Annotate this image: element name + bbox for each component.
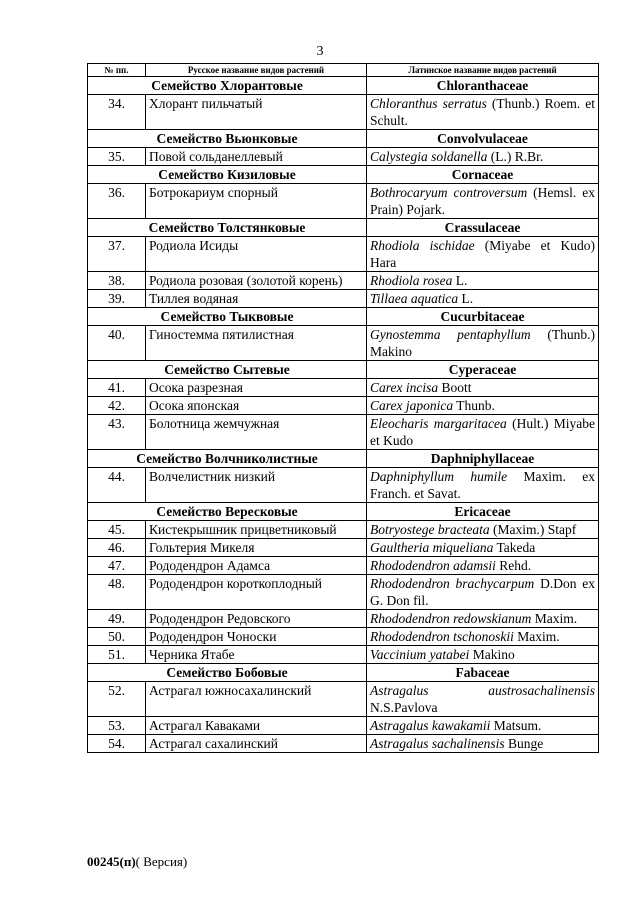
- species-number: 40.: [88, 326, 146, 361]
- species-name-russian: Ботрокариум спорный: [146, 184, 367, 219]
- species-name-latin: [367, 148, 599, 166]
- header-number: № пп.: [88, 64, 146, 77]
- species-row: [88, 575, 599, 610]
- species-name-latin: [367, 379, 599, 397]
- species-number: 36.: [88, 184, 146, 219]
- species-name-russian: Хлорант пильчатый: [146, 95, 367, 130]
- species-row: [88, 557, 599, 575]
- latin-authority: Maxim.: [513, 629, 560, 644]
- family-name-latin: Chloranthaceae: [367, 77, 599, 95]
- species-row: [88, 717, 599, 735]
- family-row: [88, 361, 599, 379]
- family-name-russian: Семейство Тыквовые: [88, 308, 367, 326]
- species-name-latin: [367, 95, 599, 130]
- family-name-russian: Семейство Бобовые: [88, 664, 367, 682]
- species-row: [88, 95, 599, 130]
- species-number: 42.: [88, 397, 146, 415]
- latin-authority: L.: [452, 273, 468, 288]
- species-name-russian: Осока японская: [146, 397, 367, 415]
- species-name-russian: Повой сольданеллевый: [146, 148, 367, 166]
- latin-authority: Bunge: [504, 736, 544, 751]
- latin-authority: (Maxim.) Stapf: [489, 522, 577, 537]
- family-name-russian: Семейство Хлорантовые: [88, 77, 367, 95]
- document-version: ( Версия): [135, 854, 188, 869]
- species-number: 44.: [88, 468, 146, 503]
- latin-authority: Matsum.: [490, 718, 542, 733]
- latin-binomial: Astragalus austrosachalinensis: [370, 683, 595, 698]
- latin-binomial: Rhododendron redowskianum: [370, 611, 532, 626]
- species-name-russian: Рододендрон короткоплодный: [146, 575, 367, 610]
- species-row: [88, 610, 599, 628]
- species-row: [88, 539, 599, 557]
- species-row: [88, 272, 599, 290]
- species-row: [88, 521, 599, 539]
- species-name-latin: [367, 468, 599, 503]
- latin-binomial: Rhodiola rosea: [370, 273, 453, 288]
- latin-authority: Makino: [469, 647, 515, 662]
- latin-authority: L.: [458, 291, 474, 306]
- latin-authority: D.Don ex G. Don fil.: [370, 576, 595, 608]
- species-name-russian: Астрагал сахалинский: [146, 735, 367, 753]
- latin-binomial: Gynostemma pentaphyllum: [370, 327, 531, 342]
- species-number: 45.: [88, 521, 146, 539]
- species-number: 34.: [88, 95, 146, 130]
- species-name-russian: Кистекрышник прицветниковый: [146, 521, 367, 539]
- species-number: 39.: [88, 290, 146, 308]
- latin-binomial: Chloranthus serratus: [370, 96, 487, 111]
- latin-binomial: Botryostege bracteata: [370, 522, 490, 537]
- species-number: 50.: [88, 628, 146, 646]
- species-name-latin: [367, 575, 599, 610]
- species-name-latin: [367, 521, 599, 539]
- species-row: [88, 628, 599, 646]
- latin-binomial: Rhodiola ischidae: [370, 238, 475, 253]
- species-name-latin: [367, 646, 599, 664]
- family-name-latin: Ericaceae: [367, 503, 599, 521]
- family-name-latin: Cucurbitaceae: [367, 308, 599, 326]
- species-number: 38.: [88, 272, 146, 290]
- species-name-russian: Гиностемма пятилистная: [146, 326, 367, 361]
- species-name-latin: [367, 290, 599, 308]
- species-name-latin: [367, 682, 599, 717]
- latin-authority: (Thunb.) Roem. et Schult.: [370, 96, 595, 128]
- species-number: 52.: [88, 682, 146, 717]
- family-row: [88, 308, 599, 326]
- species-name-russian: Волчелистник низкий: [146, 468, 367, 503]
- family-row: [88, 503, 599, 521]
- family-name-russian: Семейство Вересковые: [88, 503, 367, 521]
- family-row: [88, 450, 599, 468]
- latin-authority: Boott: [438, 380, 472, 395]
- table-body: [88, 77, 599, 753]
- species-name-latin: [367, 397, 599, 415]
- family-name-latin: Convolvulaceae: [367, 130, 599, 148]
- species-name-russian: Родиола Исиды: [146, 237, 367, 272]
- latin-authority: Takeda: [493, 540, 536, 555]
- family-name-latin: Crassulaceae: [367, 219, 599, 237]
- latin-authority: (L.) R.Br.: [487, 149, 544, 164]
- species-name-latin: [367, 272, 599, 290]
- species-row: [88, 237, 599, 272]
- species-row: [88, 379, 599, 397]
- latin-binomial: Bothrocaryum controversum: [370, 185, 528, 200]
- latin-authority: Rehd.: [495, 558, 532, 573]
- latin-binomial: Carex japonica: [370, 398, 454, 413]
- species-name-russian: Рододендрон Адамса: [146, 557, 367, 575]
- family-name-russian: Семейство Волчниколистные: [88, 450, 367, 468]
- species-number: 49.: [88, 610, 146, 628]
- species-row: [88, 468, 599, 503]
- species-number: 35.: [88, 148, 146, 166]
- species-number: 46.: [88, 539, 146, 557]
- latin-binomial: Tillaea aquatica: [370, 291, 459, 306]
- family-row: [88, 219, 599, 237]
- latin-authority: (Hemsl. ex Prain) Pojark.: [370, 185, 595, 217]
- species-name-latin: [367, 184, 599, 219]
- latin-binomial: Daphniphyllum humile: [370, 469, 508, 484]
- species-name-russian: Болотница жемчужная: [146, 415, 367, 450]
- species-name-russian: Астрагал Каваками: [146, 717, 367, 735]
- species-name-latin: [367, 415, 599, 450]
- species-row: [88, 397, 599, 415]
- species-number: 41.: [88, 379, 146, 397]
- latin-binomial: Rhododendron tschonoskii: [370, 629, 514, 644]
- latin-authority: N.S.Pavlova: [370, 700, 438, 715]
- family-row: [88, 166, 599, 184]
- species-row: [88, 290, 599, 308]
- latin-authority: (Miyabe et Kudo) Hara: [370, 238, 595, 270]
- header-russian-name: Русское название видов растений: [146, 64, 367, 77]
- latin-authority: (Hult.) Miyabe et Kudo: [370, 416, 596, 448]
- latin-binomial: Gaultheria miqueliana: [370, 540, 494, 555]
- page-number: 3: [316, 44, 324, 59]
- family-name-russian: Семейство Вьюнковые: [88, 130, 367, 148]
- family-name-russian: Семейство Толстянковые: [88, 219, 367, 237]
- latin-authority: Maxim.: [531, 611, 578, 626]
- family-name-russian: Семейство Кизиловые: [88, 166, 367, 184]
- species-name-latin: [367, 717, 599, 735]
- latin-authority: Maxim. ex Franch. et Savat.: [370, 469, 595, 501]
- latin-binomial: Astragalus kawakamii: [370, 718, 491, 733]
- species-name-russian: Гольтерия Микеля: [146, 539, 367, 557]
- document-code: 00245(п): [87, 854, 136, 869]
- species-name-latin: [367, 237, 599, 272]
- species-number: 47.: [88, 557, 146, 575]
- family-row: [88, 130, 599, 148]
- family-name-latin: Daphniphyllaceae: [367, 450, 599, 468]
- latin-binomial: Astragalus sachalinensis: [370, 736, 505, 751]
- species-row: [88, 646, 599, 664]
- latin-binomial: Carex incisa: [370, 380, 439, 395]
- species-name-latin: [367, 735, 599, 753]
- family-row: [88, 77, 599, 95]
- latin-binomial: Rhododendron brachycarpum: [370, 576, 535, 591]
- latin-binomial: Rhododendron adamsii: [370, 558, 496, 573]
- species-row: [88, 682, 599, 717]
- species-number: 54.: [88, 735, 146, 753]
- species-number: 43.: [88, 415, 146, 450]
- species-name-latin: [367, 610, 599, 628]
- footer: [87, 854, 187, 870]
- family-name-latin: Cornaceae: [367, 166, 599, 184]
- species-number: 51.: [88, 646, 146, 664]
- latin-authority: Thunb.: [453, 398, 495, 413]
- species-name-russian: Черника Ятабе: [146, 646, 367, 664]
- species-name-russian: Рододендрон Чоноски: [146, 628, 367, 646]
- species-name-russian: Астрагал южносахалинский: [146, 682, 367, 717]
- species-name-latin: [367, 557, 599, 575]
- species-number: 48.: [88, 575, 146, 610]
- latin-authority: (Thunb.) Makino: [370, 327, 595, 359]
- species-name-latin: [367, 628, 599, 646]
- family-name-latin: Fabaceae: [367, 664, 599, 682]
- latin-binomial: Vaccinium yatabei: [370, 647, 470, 662]
- species-number: 53.: [88, 717, 146, 735]
- species-row: [88, 148, 599, 166]
- species-name-latin: [367, 326, 599, 361]
- species-row: [88, 184, 599, 219]
- latin-binomial: Calystegia soldanella: [370, 149, 488, 164]
- table-header-row: [88, 64, 599, 77]
- header-latin-name: Латинское название видов растений: [367, 64, 599, 77]
- species-name-russian: Тиллея водяная: [146, 290, 367, 308]
- species-name-russian: Осока разрезная: [146, 379, 367, 397]
- species-row: [88, 735, 599, 753]
- species-name-russian: Рододендрон Редовского: [146, 610, 367, 628]
- family-name-russian: Семейство Сытевые: [88, 361, 367, 379]
- species-table: [87, 63, 599, 753]
- family-row: [88, 664, 599, 682]
- latin-binomial: Eleocharis margaritacea: [370, 416, 507, 431]
- species-number: 37.: [88, 237, 146, 272]
- species-row: [88, 326, 599, 361]
- species-name-latin: [367, 539, 599, 557]
- species-name-russian: Родиола розовая (золотой корень): [146, 272, 367, 290]
- family-name-latin: Cyperaceae: [367, 361, 599, 379]
- species-row: [88, 415, 599, 450]
